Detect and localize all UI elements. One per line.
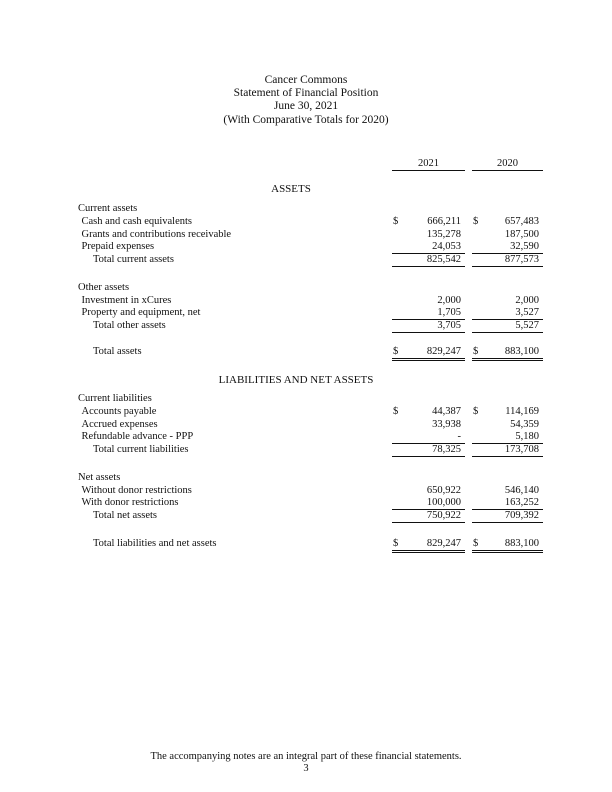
- amount: 829,247: [426, 538, 461, 549]
- row-label: Total assets: [93, 346, 142, 357]
- value-cell-2020: [472, 510, 543, 523]
- value-cell-2021: [392, 510, 465, 523]
- currency-symbol: $: [393, 406, 399, 417]
- currency-symbol: $: [473, 216, 479, 227]
- row-label: Accrued expenses: [81, 419, 158, 430]
- table-row: [0, 393, 612, 406]
- section-heading-assets: ASSETS: [271, 183, 311, 195]
- value-cell-2020: [472, 431, 543, 444]
- table-row: [0, 419, 612, 432]
- row-label: Refundable advance - PPP: [81, 431, 194, 442]
- value-cell-2021: [392, 320, 465, 333]
- row-label: Total net assets: [93, 510, 157, 521]
- amount: 54,359: [510, 419, 539, 430]
- table-row: [0, 254, 612, 267]
- row-label: Total liabilities and net assets: [93, 538, 217, 549]
- footer-note: The accompanying notes are an integral part of these financial statements.: [150, 751, 462, 762]
- column-header-2020: 2020: [472, 158, 543, 171]
- table-row: [0, 216, 612, 229]
- value-cell-2021: [392, 538, 465, 553]
- statement-title: Statement of Financial Position: [233, 87, 379, 99]
- amount: 750,922: [426, 510, 461, 521]
- currency-symbol: $: [473, 406, 479, 417]
- amount: 877,573: [504, 254, 539, 265]
- amount: 709,392: [504, 510, 539, 521]
- value-cell-2020: [472, 406, 543, 418]
- currency-symbol: $: [393, 346, 399, 357]
- value-cell-2021: [392, 406, 465, 418]
- page-number: 3: [303, 763, 309, 774]
- value-cell-2021: [392, 431, 465, 444]
- amount: 5,180: [515, 431, 539, 442]
- amount: 3,705: [437, 320, 461, 331]
- table-row: [0, 203, 612, 216]
- value-cell-2021: [392, 295, 465, 307]
- table-row: [0, 406, 612, 419]
- value-cell-2021: [392, 485, 465, 497]
- table-row: [0, 510, 612, 523]
- row-label: Current assets: [78, 203, 138, 214]
- amount: 114,169: [505, 406, 539, 417]
- value-cell-2021: [392, 216, 465, 228]
- value-cell-2020: [472, 216, 543, 228]
- row-label: Cash and cash equivalents: [81, 216, 193, 227]
- value-cell-2020: [472, 254, 543, 267]
- amount: 546,140: [504, 485, 539, 496]
- amount: -: [457, 431, 461, 442]
- comparative-note: (With Comparative Totals for 2020): [223, 114, 389, 126]
- currency-symbol: $: [473, 346, 479, 357]
- row-label: Without donor restrictions: [81, 485, 192, 496]
- table-row: [0, 241, 612, 254]
- value-cell-2021: [392, 497, 465, 510]
- amount: 135,278: [426, 229, 461, 240]
- amount: 829,247: [426, 346, 461, 357]
- amount: 2,000: [515, 295, 539, 306]
- row-label: With donor restrictions: [81, 497, 179, 508]
- currency-symbol: $: [393, 538, 399, 549]
- value-cell-2021: [392, 419, 465, 431]
- table-row: [0, 538, 612, 551]
- row-label: Current liabilities: [78, 393, 152, 404]
- value-cell-2020: [472, 320, 543, 333]
- value-cell-2020: [472, 419, 543, 431]
- table-row: [0, 485, 612, 498]
- amount: 883,100: [504, 538, 539, 549]
- column-header-2021: 2021: [392, 158, 465, 171]
- amount: 173,708: [504, 444, 539, 455]
- value-cell-2021: [392, 254, 465, 267]
- amount: 1,705: [437, 307, 461, 318]
- value-cell-2020: [472, 346, 543, 361]
- amount: 100,000: [426, 497, 461, 508]
- row-label: Total current assets: [93, 254, 174, 265]
- value-cell-2021: [392, 444, 465, 457]
- amount: 3,527: [515, 307, 539, 318]
- currency-symbol: $: [393, 216, 399, 227]
- table-row: [0, 229, 612, 242]
- amount: 32,590: [510, 241, 539, 252]
- amount: 78,325: [432, 444, 461, 455]
- value-cell-2021: [392, 229, 465, 241]
- row-label: Accounts payable: [81, 406, 157, 417]
- table-row: [0, 307, 612, 320]
- value-cell-2020: [472, 295, 543, 307]
- table-row: [0, 295, 612, 308]
- amount: 24,053: [432, 241, 461, 252]
- amount: 44,387: [432, 406, 461, 417]
- amount: 5,527: [515, 320, 539, 331]
- row-label: Prepaid expenses: [81, 241, 155, 252]
- amount: 187,500: [504, 229, 539, 240]
- table-row: [0, 346, 612, 359]
- amount: 33,938: [432, 419, 461, 430]
- row-label: Property and equipment, net: [81, 307, 201, 318]
- row-label: Total current liabilities: [93, 444, 189, 455]
- value-cell-2021: [392, 241, 465, 254]
- value-cell-2020: [472, 307, 543, 320]
- currency-symbol: $: [473, 538, 479, 549]
- amount: 883,100: [504, 346, 539, 357]
- value-cell-2021: [392, 307, 465, 320]
- value-cell-2020: [472, 538, 543, 553]
- table-row: [0, 444, 612, 457]
- row-label: Investment in xCures: [81, 295, 172, 306]
- row-label: Net assets: [78, 472, 121, 483]
- value-cell-2020: [472, 229, 543, 241]
- statement-date: June 30, 2021: [273, 100, 339, 112]
- amount: 650,922: [426, 485, 461, 496]
- row-label: Other assets: [78, 282, 130, 293]
- table-row: [0, 431, 612, 444]
- value-cell-2020: [472, 485, 543, 497]
- value-cell-2020: [472, 444, 543, 457]
- table-row: [0, 282, 612, 295]
- amount: 825,542: [426, 254, 461, 265]
- amount: 657,483: [504, 216, 539, 227]
- table-row: [0, 320, 612, 333]
- section-heading-liabilities: LIABILITIES AND NET ASSETS: [218, 374, 374, 386]
- table-row: [0, 497, 612, 510]
- value-cell-2020: [472, 241, 543, 254]
- row-label: Grants and contributions receivable: [81, 229, 232, 240]
- amount: 2,000: [437, 295, 461, 306]
- amount: 666,211: [427, 216, 461, 227]
- value-cell-2021: [392, 346, 465, 361]
- org-name: Cancer Commons: [264, 74, 348, 86]
- row-label: Total other assets: [93, 320, 166, 331]
- value-cell-2020: [472, 497, 543, 510]
- table-row: [0, 472, 612, 485]
- amount: 163,252: [504, 497, 539, 508]
